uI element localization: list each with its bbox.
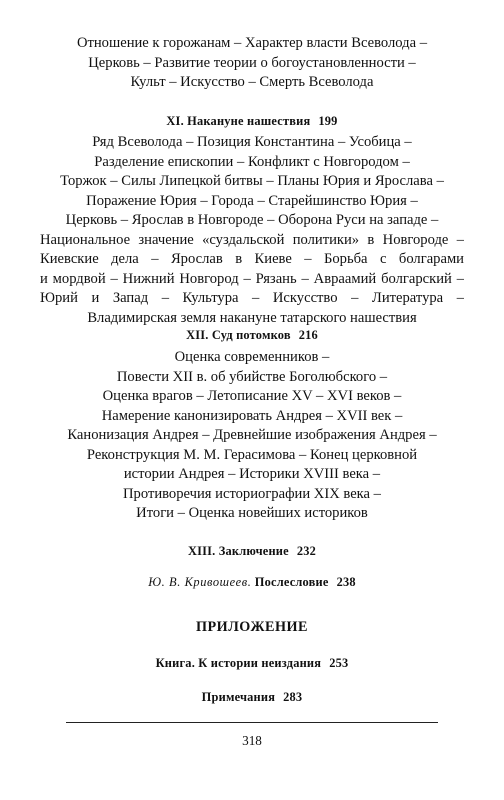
toc-line: Разделение епископии – Конфликт с Новгородом – [94, 153, 410, 170]
toc-line: Церковь – Развитие теории о богоустановленности – [88, 54, 416, 71]
chapter-title: XI. Накануне нашествия [166, 114, 311, 128]
toc-line: истории Андрея – Историки XVIII века – [123, 466, 381, 482]
chapter-13-heading [40, 544, 464, 559]
justified-paragraph [40, 231, 464, 309]
toc-line: Повести XII в. об убийстве Боголюбского – [116, 368, 388, 385]
appendix-book-title: Книга. К истории неиздания [155, 656, 322, 670]
toc-line: Поражение Юрия – Города – Старейшинство Юрия – [86, 192, 418, 209]
chapter-10-tail [40, 34, 464, 93]
appendix-book-heading [40, 656, 464, 671]
toc-line: Ряд Всеволода – Позиция Константина – Усобица – [92, 134, 412, 150]
notes-heading [40, 690, 464, 705]
toc-line: Оценка врагов – Летописание XV – XVI веков – [102, 388, 402, 404]
chapter-11-contents [40, 133, 464, 328]
page-number: 253 [329, 656, 349, 670]
toc-line: Канонизация Андрея – Древнейшие изображения Андрея – [67, 427, 437, 443]
toc-line: Реконструкция М. М. Герасимова – Конец церковной [86, 446, 418, 463]
page-number: 216 [298, 328, 318, 342]
toc-line: Национальное значение «суздальской политики» в Новгороде – Киевские дела – Ярослав в Киеве – Борьба с болгарами [40, 231, 464, 267]
toc-line: Намерение канонизировать Андрея – XVII век – [101, 407, 403, 424]
page-number: 199 [318, 114, 338, 128]
footer-rule [66, 722, 438, 723]
toc-line: Церковь – Ярослав в Новгороде – Оборона Руси на западе – [65, 212, 439, 228]
afterword-heading [40, 575, 464, 590]
afterword-author: Ю. В. Кривошеев. [148, 575, 252, 589]
toc-line: и мордвой – Нижний Новгород – Рязань – Авраамий болгарский – Юрий и Запад – Культура – Искусство – Литература – [40, 270, 464, 306]
chapter-title: XII. Суд потомков [186, 328, 291, 342]
page-folio: 318 [242, 733, 262, 748]
chapter-12-heading [40, 328, 464, 343]
toc-line: Отношение к горожанам – Характер власти Всеволода – [76, 35, 428, 51]
page-number: 232 [296, 544, 317, 558]
chapter-11-heading [40, 114, 464, 129]
toc-line: Культ – Искусство – Смерть Всеволода [130, 74, 374, 90]
chapter-title: XIII. Заключение [187, 544, 289, 558]
page-number: 283 [283, 690, 303, 704]
afterword-title: Послесловие [254, 575, 329, 589]
toc-line: Итоги – Оценка новейших историков [136, 505, 368, 521]
toc-line: Оценка современников – [174, 349, 330, 365]
appendix-title: ПРИЛОЖЕНИЕ [195, 619, 308, 635]
notes-title: Примечания [201, 690, 276, 704]
toc-line: Противоречия историографии XIX века – [123, 485, 381, 502]
toc-line: Владимирская земля накануне татарского нашествия [87, 309, 417, 326]
toc-line: Торжок – Силы Липецкой битвы – Планы Юрия и Ярослава – [60, 173, 444, 189]
page-number: 238 [336, 575, 356, 589]
chapter-12-contents [40, 348, 464, 524]
